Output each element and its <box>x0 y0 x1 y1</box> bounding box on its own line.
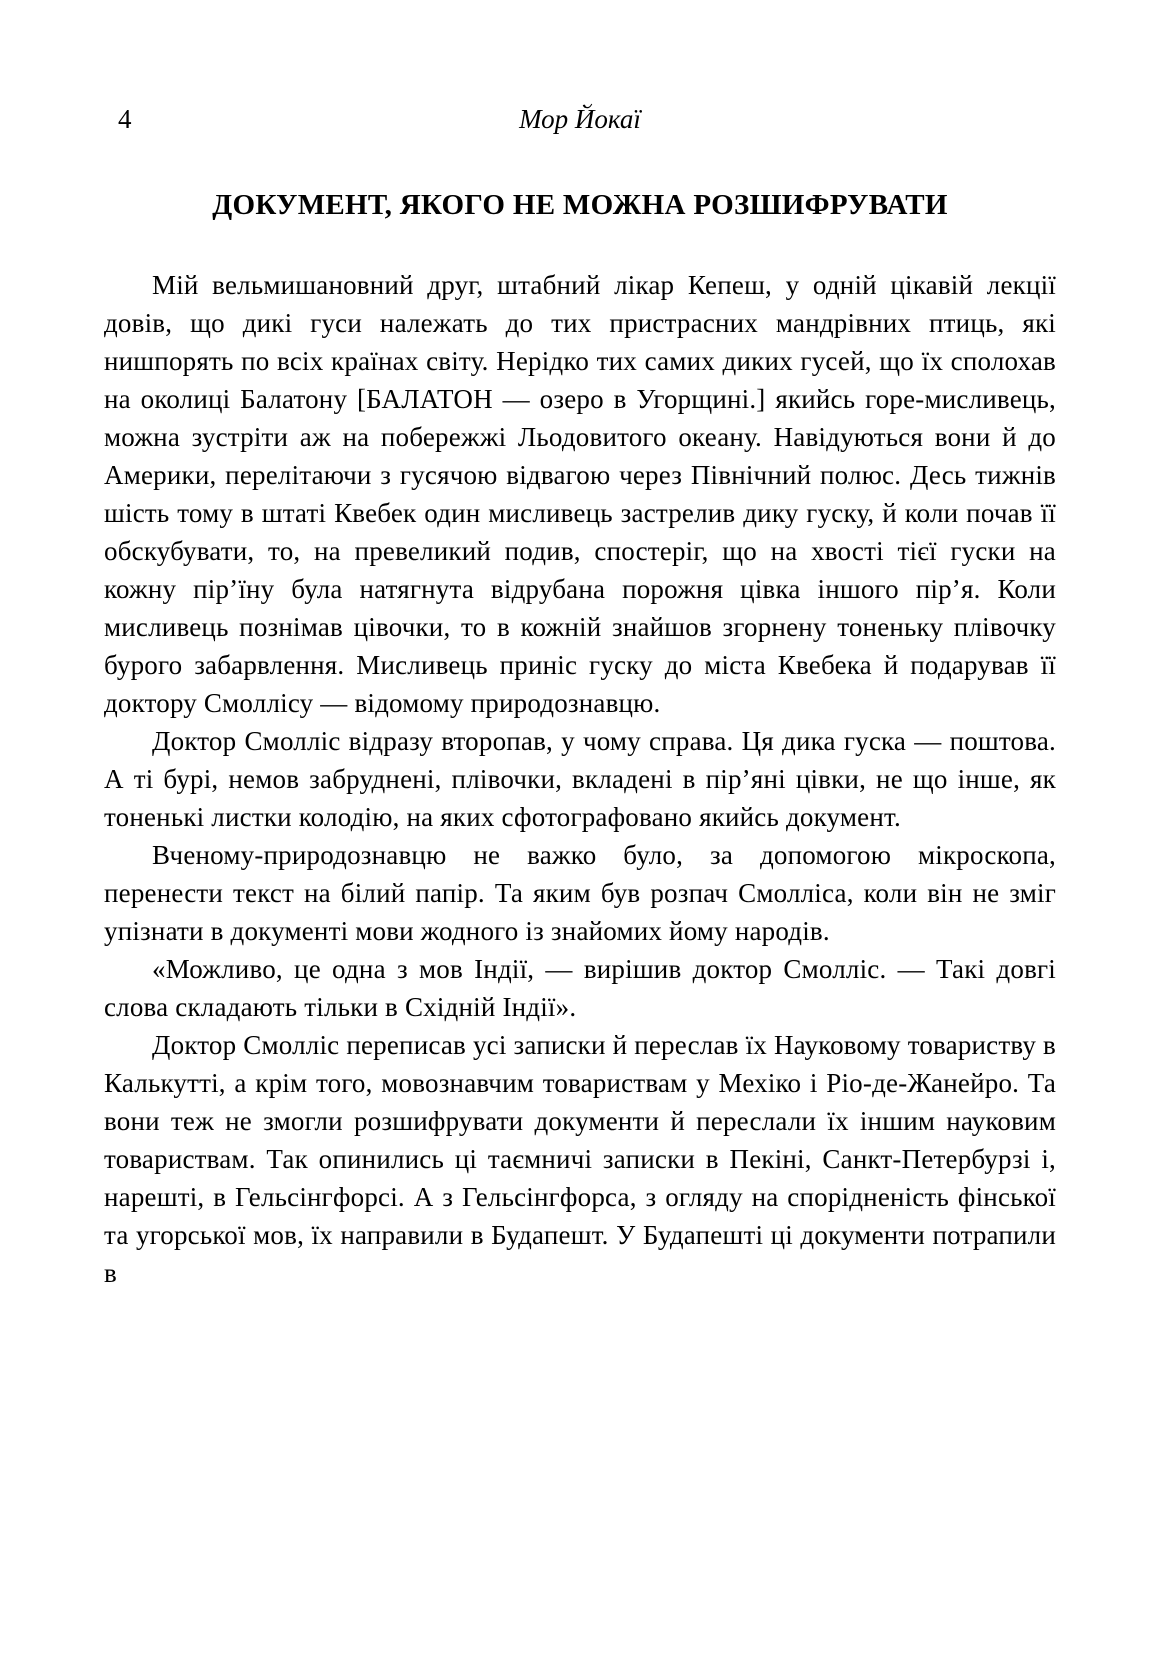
paragraph: Доктор Смолліс переписав усі записки й переслав їх Науковому товариству в Калькутті, а крім того, мовознавчим товариствам у Мехіко і Ріо-де-Жанейро. Та вони теж не змогли розшифрувати документи й переслали їх іншим науковим товариствам. Так опинились ці таємничі записки в Пекіні, Санкт-Петербурзі і, нарешті, в Гельсінгфорсі. А з Гельсінгфорса, з огляду на спорідненість фінської та угорської мов, їх направили в Будапешт. У Будапешті ці документи потрапили в <box>104 1030 1056 1288</box>
running-header-author: Мор Йокаї <box>519 104 641 134</box>
paragraph: Доктор Смолліс відразу второпав, у чому справа. Ця дика гуска — поштова. А ті бурі, немов забруднені, плівочки, вкладені в пір’яні цівки, не що інше, як тоненькі листки колодію, на яких сфотографовано якийсь документ. <box>104 726 1056 832</box>
page-number: 4 <box>118 104 132 134</box>
chapter-title: ДОКУМЕНТ, ЯКОГО НЕ МОЖНА РОЗШИФРУВАТИ <box>212 189 948 221</box>
paragraph: Мій вельмишановний друг, штабний лікар Кепеш, у одній цікавій лекції довів, що дикі гуси належать до тих пристрасних мандрівних птиць, які нишпорять по всіх країнах світу. Нерідко тих самих диких гусей, що їх сполохав на околиці Балатону [БАЛАТОН — озеро в Угорщині.] якийсь горе-мисливець, можна зустріти аж на побережжі Льодовитого океану. Навідуються вони й до Америки, перелітаючи з гусячою відвагою через Північний полюс. Десь тижнів шість тому в штаті Квебек один мисливець застрелив дику гуску, й коли почав її обскубувати, то, на превеликий подив, спостеріг, що на хвості тієї гуски на кожну пір’їну була натягнута відрубана порожня цівка іншого пір’я. Коли мисливець познімав цівочки, то в кожній знайшов згорнену тоненьку плівочку бурого забарвлення. Мисливець приніс гуску до міста Квебека й подарував її доктору Смоллісу — відомому природознавцю. <box>104 270 1056 718</box>
paragraph: Вченому-природознавцю не важко було, за допомогою мікроскопа, перенести текст на білий папір. Та яким був розпач Смолліса, коли він не зміг упізнати в документі мови жодного із знайомих йому народів. <box>104 840 1056 946</box>
paragraph: «Можливо, це одна з мов Індії, — вирішив доктор Смолліс. — Такі довгі слова складають тільки в Східній Індії». <box>104 954 1056 1022</box>
running-head <box>104 102 1056 136</box>
body-text <box>104 266 1056 1292</box>
